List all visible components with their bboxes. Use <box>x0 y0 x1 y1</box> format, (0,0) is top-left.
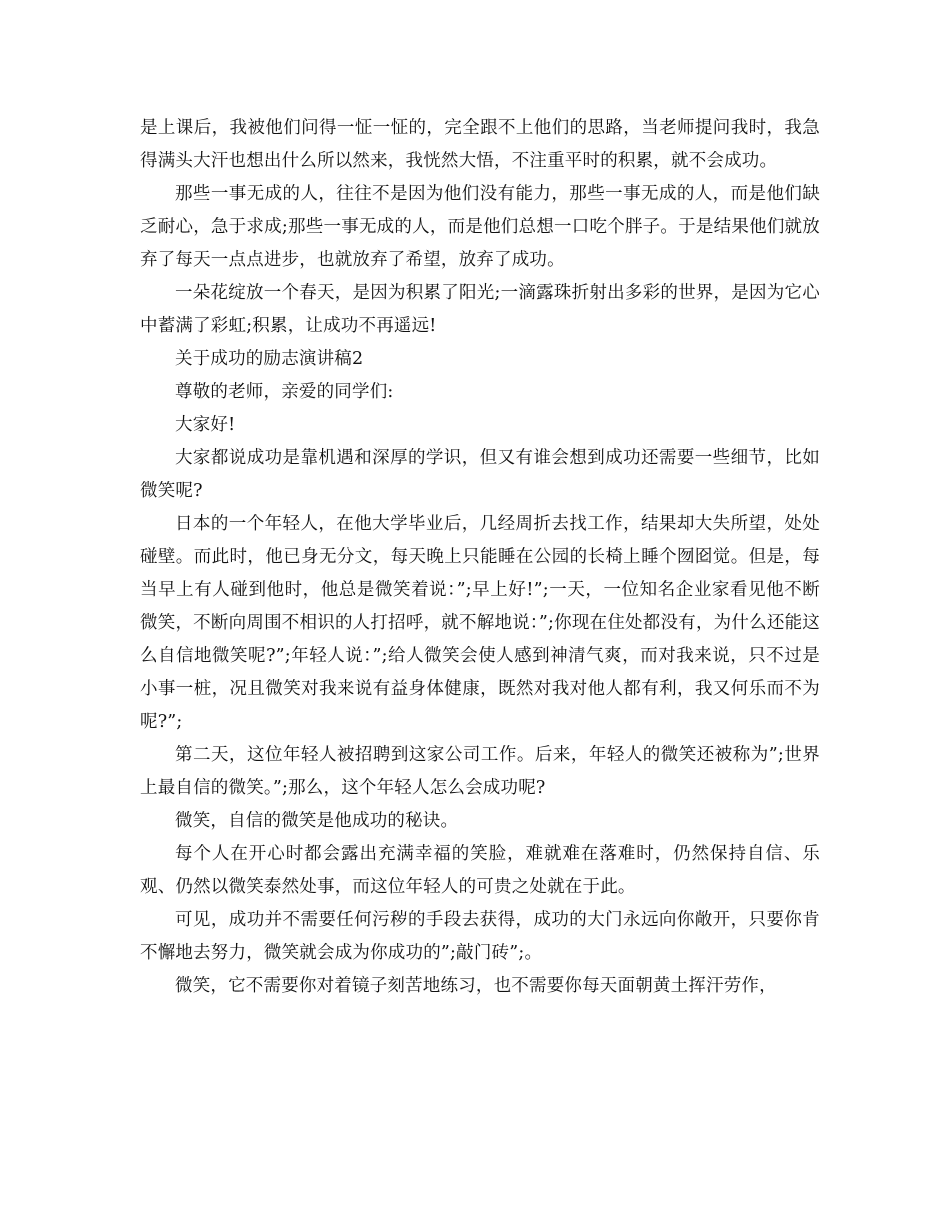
paragraph: 日本的一个年轻人，在他大学毕业后，几经周折去找工作，结果却大失所望，处处碰壁。而此时，他已身无分文，每天晚上只能睡在公园的长椅上睡个囫囵觉。但是，每当早上有人碰到他时，他总是微笑着说：”;早上好!”;一天，一位知名企业家看见他不断微笑，不断向周围不相识的人打招呼，就不解地说：”;你现在住处都没有，为什么还能这么自信地微笑呢?”;年轻人说：”;给人微笑会使人感到神清气爽，而对我来说，只不过是小事一桩，况且微笑对我来说有益身体健康，既然对我对他人都有利，我又何乐而不为呢?”; <box>140 514 820 732</box>
document-body <box>140 112 820 1003</box>
paragraph: 那些一事无成的人，往往不是因为他们没有能力，那些一事无成的人，而是他们缺乏耐心，急于求成;那些一事无成的人，而是他们总想一口吃个胖子。于是结果他们就放弃了每天一点点进步，也就放弃了希望，放弃了成功。 <box>140 184 820 270</box>
paragraph: 第二天，这位年轻人被招聘到这家公司工作。后来，年轻人的微笑还被称为”;世界上最自信的微笑。”;那么，这个年轻人怎么会成功呢? <box>140 745 820 798</box>
greeting: 大家好! <box>175 415 236 435</box>
paragraph: 微笑，自信的微笑是他成功的秘诀。 <box>175 811 459 831</box>
salutation: 尊敬的老师，亲爱的同学们: <box>175 382 394 402</box>
paragraph: 一朵花绽放一个春天，是因为积累了阳光;一滴露珠折射出多彩的世界，是因为它心中蓄满了彩虹;积累，让成功不再遥远! <box>140 283 820 336</box>
paragraph: 可见，成功并不需要任何污秽的手段去获得，成功的大门永远向你敞开，只要你肯不懈地去努力，微笑就会成为你成功的”;敲门砖”;。 <box>140 910 820 963</box>
paragraph: 大家都说成功是靠机遇和深厚的学识，但又有谁会想到成功还需要一些细节，比如微笑呢? <box>140 448 820 501</box>
paragraph-continuation: 是上课后，我被他们问得一怔一怔的，完全跟不上他们的思路，当老师提问我时，我急得满头大汗也想出什么所以然来，我恍然大悟，不注重平时的积累，就不会成功。 <box>140 118 820 171</box>
section-title: 关于成功的励志演讲稿2 <box>175 349 364 369</box>
paragraph: 每个人在开心时都会露出充满幸福的笑脸，难就难在落难时，仍然保持自信、乐观、仍然以微笑泰然处事，而这位年轻人的可贵之处就在于此。 <box>140 844 820 897</box>
paragraph: 微笑，它不需要你对着镜子刻苦地练习，也不需要你每天面朝黄土挥汗劳作， <box>175 976 777 996</box>
